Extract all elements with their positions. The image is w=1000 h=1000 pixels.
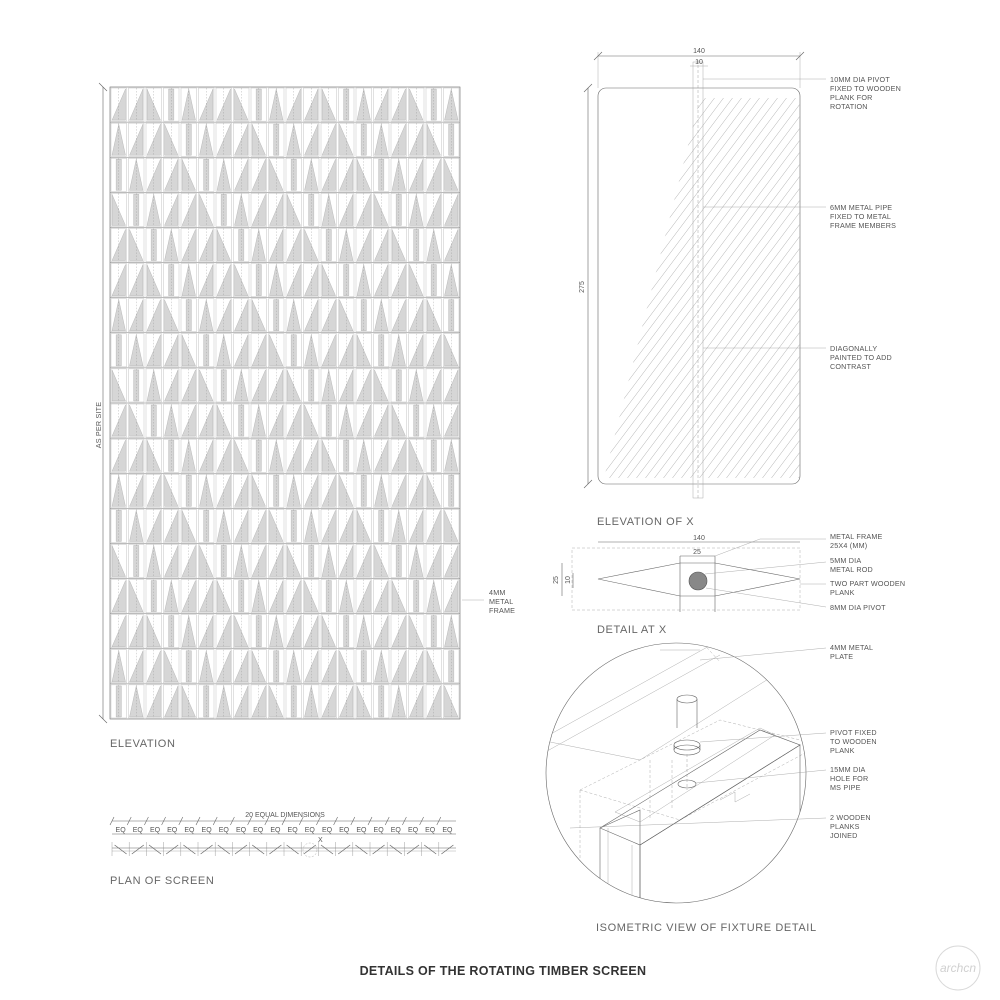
note-plank-2: PLANK: [830, 588, 855, 597]
eq-label: EQ: [184, 827, 195, 834]
eq-label: EQ: [132, 827, 143, 834]
plan-eq-labels: [110, 817, 453, 834]
hatch-line: [794, 84, 1000, 484]
hatch-line: [416, 84, 716, 484]
hatch-line: [812, 84, 1000, 484]
height-note: AS PER SITE: [94, 401, 103, 449]
hatch-line: [533, 84, 833, 484]
hatch-line: [452, 84, 752, 484]
plank-section: [183, 845, 195, 854]
hatch-line: [839, 84, 1000, 484]
plank-section: [149, 845, 161, 854]
plank-section: [201, 845, 213, 854]
plank-section: [269, 845, 281, 854]
detail-metal-frame: [572, 548, 800, 610]
note-pipe-2: FIXED TO METAL: [830, 212, 892, 221]
note-pipe-3: FRAME MEMBERS: [830, 221, 897, 230]
hatch-line: [686, 84, 986, 484]
hatch-line: [605, 84, 905, 484]
elevation-x-width-dim: 140: [693, 48, 705, 55]
hatch-line: [488, 84, 788, 484]
plank-section: [424, 845, 436, 854]
elevation-x-height-dim: 275: [579, 281, 586, 293]
watermark-logo: [936, 946, 980, 990]
hatch-line: [560, 84, 860, 484]
detail-height-outer-dim: 25: [553, 576, 560, 584]
hatch-line: [542, 84, 842, 484]
hatch-line: [731, 84, 1000, 484]
hatch-line: [695, 84, 995, 484]
eq-label: EQ: [442, 827, 453, 834]
note-rod-2: METAL ROD: [830, 565, 873, 574]
plank-section: [132, 845, 144, 854]
elevation-x-pivot-dim: 10: [695, 59, 703, 66]
hatch-line: [830, 84, 1000, 484]
eq-label: EQ: [425, 827, 436, 834]
eq-label: EQ: [253, 827, 264, 834]
note-pivot-4: ROTATION: [830, 102, 868, 111]
plank-section: [338, 845, 350, 854]
hatch-line: [857, 84, 1000, 484]
eq-label: EQ: [149, 827, 161, 834]
hatch-line: [803, 84, 1000, 484]
eq-label: EQ: [390, 827, 401, 834]
eq-label: EQ: [270, 827, 281, 834]
elevation-caption: ELEVATION: [110, 738, 176, 750]
hatch-line: [380, 84, 680, 484]
plank-section: [407, 845, 419, 854]
hatch-line: [596, 84, 896, 484]
note-hole-2: HOLE FOR: [830, 774, 869, 783]
hatch-line: [362, 84, 662, 484]
hatch-line: [767, 84, 1000, 484]
hatch-line: [497, 84, 797, 484]
plank-section: [115, 845, 127, 854]
hatch-line: [398, 84, 698, 484]
note-frame-1: METAL FRAME: [830, 532, 883, 541]
hatch-line: [587, 84, 887, 484]
hatch-line: [443, 84, 743, 484]
elevation-x-caption: ELEVATION OF X: [597, 516, 695, 528]
note-planks-3: JOINED: [830, 831, 858, 840]
hatch-line: [821, 84, 1000, 484]
hatch-line: [713, 84, 1000, 484]
plan-dimension-note: 20 EQUAL DIMENSIONS: [245, 812, 325, 819]
plank-section: [235, 845, 247, 854]
isometric-detail-circle: [546, 643, 806, 903]
hatch-line: [848, 84, 1000, 484]
eq-label: EQ: [235, 827, 247, 834]
note-paint-1: DIAGONALLY: [830, 344, 878, 353]
hatch-line: [677, 84, 977, 484]
note-paint-2: PAINTED TO ADD: [830, 353, 892, 362]
note-iso-pivot-2: TO WOODEN: [830, 737, 877, 746]
plank-section: [355, 845, 367, 854]
frame-note-line-2: METAL: [489, 597, 514, 606]
note-rod-1: 5MM DIA: [830, 556, 862, 565]
note-pivot-3: PLANK FOR: [830, 93, 873, 102]
note-plate-2: PLATE: [830, 652, 854, 661]
hatch-line: [515, 84, 815, 484]
eq-label: EQ: [201, 827, 212, 834]
elevation-drawing: [94, 83, 515, 750]
elevation-x-drawing: [200, 48, 1000, 528]
note-paint-3: CONTRAST: [830, 362, 872, 371]
plank-section: [304, 845, 316, 854]
note-hole-1: 15MM DIA: [830, 765, 866, 774]
hatch-line: [623, 84, 923, 484]
sheet-title: DETAILS OF THE ROTATING TIMBER SCREEN: [359, 964, 647, 978]
plan-plank-sections: [112, 842, 453, 856]
isometric-drawing: [540, 640, 877, 934]
detail-x-drawing: [553, 532, 905, 636]
hatch-line: [470, 84, 770, 484]
eq-label: EQ: [373, 827, 384, 834]
plan-x-marker: X: [318, 837, 323, 844]
hatch-line: [785, 84, 1000, 484]
note-frame-2: 25X4 (MM): [830, 541, 868, 550]
eq-label: EQ: [218, 827, 229, 834]
eq-label: EQ: [287, 827, 298, 834]
hatch-line: [776, 84, 1000, 484]
hatch-line: [641, 84, 941, 484]
note-plate-1: 4MM METAL: [830, 643, 874, 652]
note-plank-1: TWO PART WOODEN: [830, 579, 906, 588]
hatch-line: [551, 84, 851, 484]
eq-label: EQ: [115, 827, 126, 834]
note-pivot-2: FIXED TO WOODEN: [830, 84, 902, 93]
plank-section: [390, 845, 402, 854]
note-iso-pivot-1: PIVOT FIXED: [830, 728, 877, 737]
detail-x-caption: DETAIL AT X: [597, 624, 667, 636]
plank-outline: [598, 88, 800, 484]
hatch-line: [461, 84, 761, 484]
hatch-line: [659, 84, 959, 484]
detail-height-inner-dim: 10: [565, 576, 572, 584]
eq-label: EQ: [167, 827, 178, 834]
plank-section: [287, 845, 299, 854]
frame-note-line-3: FRAME: [489, 606, 516, 615]
note-hole-3: MS PIPE: [830, 783, 861, 792]
eq-label: EQ: [321, 827, 333, 834]
plank-section: [252, 845, 264, 854]
hatch-line: [524, 84, 824, 484]
plank-section: [218, 845, 230, 854]
note-pipe-1: 6MM METAL PIPE: [830, 203, 893, 212]
hatch-line: [479, 84, 779, 484]
diagonal-paint-hatch: [200, 84, 1000, 484]
hatch-line: [632, 84, 932, 484]
plank-section: [373, 845, 385, 854]
elevation-panel-grid: [110, 88, 460, 718]
note-planks-2: PLANKS: [830, 822, 860, 831]
plank-section: [321, 845, 333, 854]
note-iso-pivot-3: PLANK: [830, 746, 855, 755]
note-planks-1: 2 WOODEN: [830, 813, 871, 822]
eq-label: EQ: [407, 827, 419, 834]
hatch-line: [506, 84, 806, 484]
eq-label: EQ: [339, 827, 350, 834]
detail-width-dim: 140: [693, 535, 705, 542]
hatch-line: [614, 84, 914, 484]
plan-drawing: [110, 812, 456, 887]
hatch-line: [668, 84, 968, 484]
note-detail-pivot: 8MM DIA PIVOT: [830, 603, 886, 612]
detail-inner-dim: 25: [693, 549, 701, 556]
hatch-line: [749, 84, 1000, 484]
plank-section: [166, 845, 178, 854]
plan-caption: PLAN OF SCREEN: [110, 875, 215, 887]
detail-metal-rod: [689, 572, 707, 590]
eq-label: EQ: [304, 827, 315, 834]
hatch-line: [704, 84, 1000, 484]
frame-note-line-1: 4MM: [489, 588, 506, 597]
hatch-line: [578, 84, 878, 484]
eq-label: EQ: [356, 827, 367, 834]
plank-section: [441, 845, 453, 854]
isometric-caption: ISOMETRIC VIEW OF FIXTURE DETAIL: [596, 922, 817, 934]
note-pivot-1: 10MM DIA PIVOT: [830, 75, 890, 84]
watermark-text: archcn: [939, 961, 977, 975]
hatch-line: [425, 84, 725, 484]
hatch-line: [569, 84, 869, 484]
